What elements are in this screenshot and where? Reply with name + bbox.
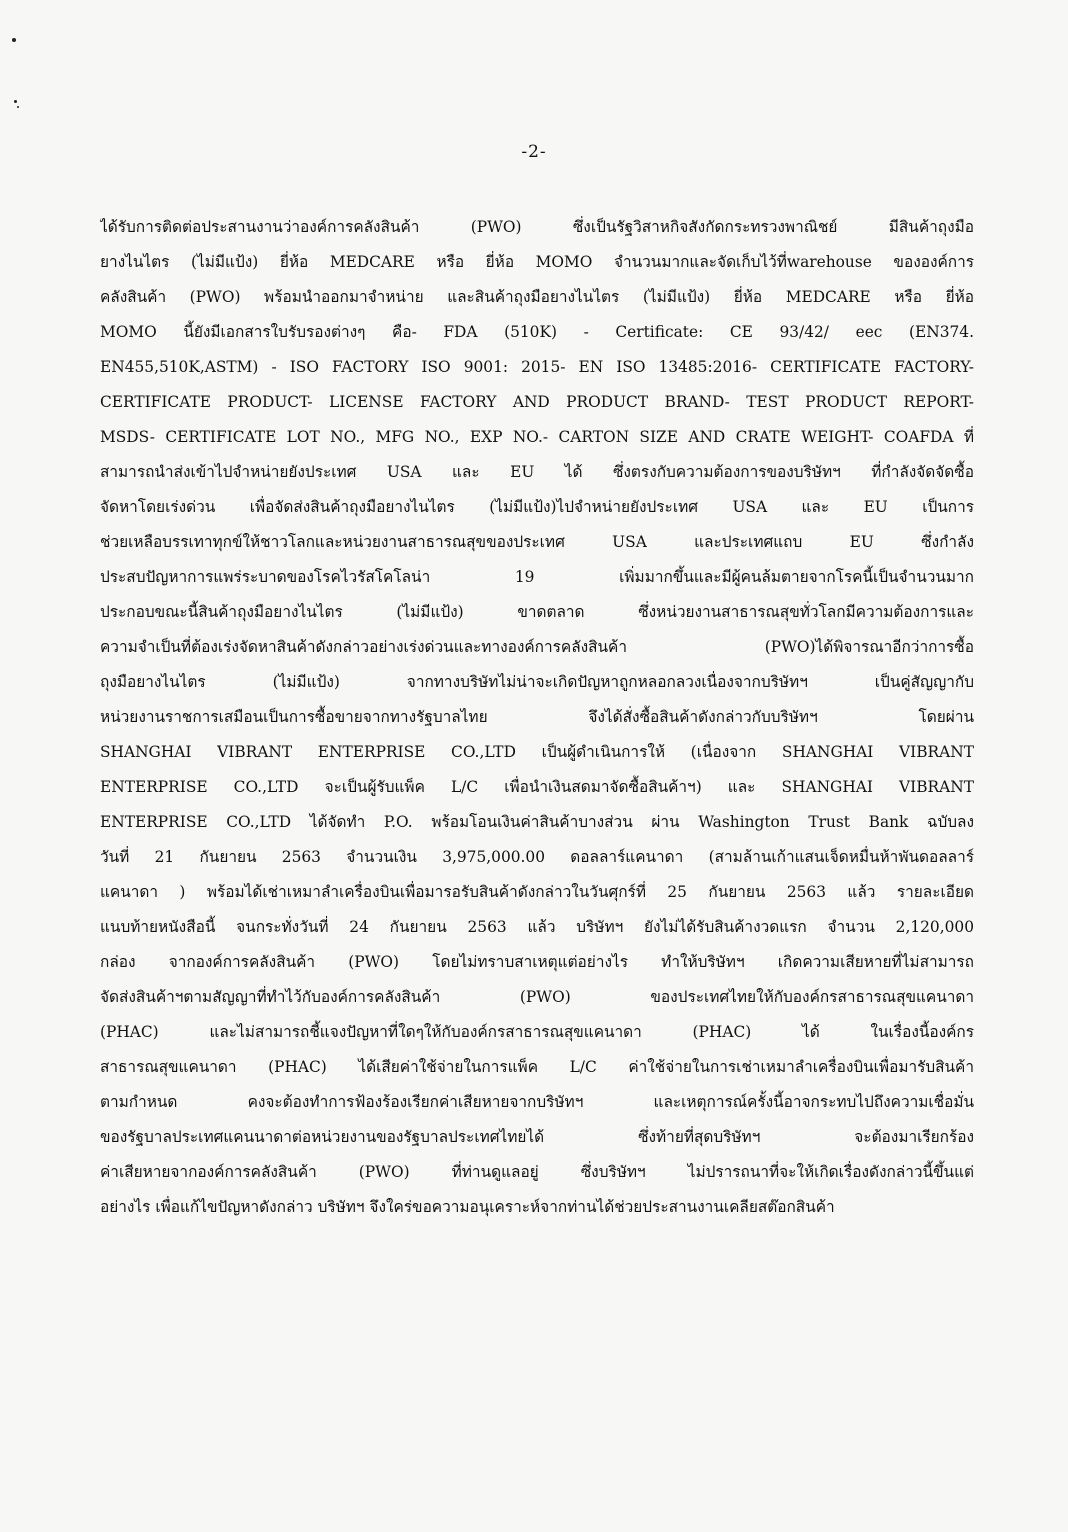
paragraph-line: ช่วยเหลือบรรเทาทุกข์ให้ชาวโลกและหน่วยงานสาธารณสุขของประเทศ USA และประเทศแถบ EU ซึ่งกำลัง	[100, 533, 974, 551]
paragraph-line: ประสบปัญหาการแพร่ระบาดของโรคไวรัสโคโลน่า 19 เพิ่มมากขึ้นและมีผู้คนล้มตายจากโรคนี้เป็นจำนวนมาก	[100, 568, 974, 586]
paragraph-line: MOMO นี้ยังมีเอกสารใบรับรองต่างๆ คือ- FDA (510K) - Certificate: CE 93/42/ eec (EN374.	[100, 323, 974, 341]
paragraph-line: MSDS- CERTIFICATE LOT NO., MFG NO., EXP NO.- CARTON SIZE AND CRATE WEIGHT- COAFDA ที่	[100, 428, 974, 446]
paragraph-line: อย่างไร เพื่อแก้ไขปัญหาดังกล่าว บริษัทฯ จึงใคร่ขอความอนุเคราะห์จากท่านได้ช่วยประสานงานเคลียสต๊อกสินค้า	[100, 1198, 835, 1216]
paragraph-line: ค่าเสียหายจากองค์การคลังสินค้า (PWO) ที่ท่านดูแลอยู่ ซึ่งบริษัทฯ ไม่ปรารถนาที่จะให้เกิดเรื่องดังกล่าวนี้ขึ้นแต่	[100, 1163, 974, 1181]
paragraph-line: คลังสินค้า (PWO) พร้อมนำออกมาจำหน่าย และสินค้าถุงมือยางไนไตร (ไม่มีแป้ง) ยี่ห้อ MEDCARE หรือ ยี่ห้อ	[100, 288, 974, 306]
scan-speck	[17, 106, 19, 108]
paragraph-line: สาธารณสุขแคนาดา (PHAC) ได้เสียค่าใช้จ่ายในการแพ็ค L/C ค่าใช้จ่ายในการเช่าเหมาลำเครื่องบินเพื่อมารับสินค้า	[100, 1058, 974, 1076]
paragraph-line: จัดส่งสินค้าฯตามสัญญาที่ทำไว้กับองค์การคลังสินค้า (PWO) ของประเทศไทยให้กับองค์กรสาธารณสุขแคนาดา	[100, 988, 974, 1006]
paragraph-line: กล่อง จากองค์การคลังสินค้า (PWO) โดยไม่ทราบสาเหตุแต่อย่างไร ทำให้บริษัทฯ เกิดความเสียหายที่ไม่สามารถ	[100, 953, 974, 971]
paragraph-line: ถุงมือยางไนไตร (ไม่มีแป้ง) จากทางบริษัทไม่น่าจะเกิดปัญหาถูกหลอกลวงเนื่องจากบริษัทฯ เป็นคู่สัญญากับ	[100, 673, 974, 691]
paragraph-line: SHANGHAI VIBRANT ENTERPRISE CO.,LTD เป็นผู้ดำเนินการให้ (เนื่องจาก SHANGHAI VIBRANT	[100, 743, 974, 761]
paragraph-line: ของรัฐบาลประเทศแคนนาดาต่อหน่วยงานของรัฐบาลประเทศไทยได้ ซึ่งท้ายที่สุดบริษัทฯ จะต้องมาเรียกร้อง	[100, 1128, 974, 1146]
paragraph-line: จัดหาโดยเร่งด่วน เพื่อจัดส่งสินค้าถุงมือยางไนไตร (ไม่มีแป้ง)ไปจำหน่ายยังประเทศ USA และ EU เป็นการ	[100, 498, 974, 516]
paragraph-line: EN455,510K,ASTM) - ISO FACTORY ISO 9001: 2015- EN ISO 13485:2016- CERTIFICATE FACTORY-	[100, 358, 974, 376]
paragraph-line: ยางไนไตร (ไม่มีแป้ง) ยี่ห้อ MEDCARE หรือ ยี่ห้อ MOMO จำนวนมากและจัดเก็บไว้ที่warehouse ขององค์การ	[100, 253, 974, 271]
body-paragraph	[100, 210, 974, 1225]
paragraph-line: วันที่ 21 กันยายน 2563 จำนวนเงิน 3,975,000.00 ดอลลาร์แคนาดา (สามล้านเก้าแสนเจ็ดหมื่นห้าพันดอลลาร์	[100, 848, 974, 866]
paragraph-line: แคนาดา ) พร้อมได้เช่าเหมาลำเครื่องบินเพื่อมารอรับสินค้าดังกล่าวในวันศุกร์ที่ 25 กันยายน 2563 แล้ว รายละเอียด	[100, 883, 974, 901]
paragraph-line: หน่วยงานราชการเสมือนเป็นการซื้อขายจากทางรัฐบาลไทย จึงได้สั่งซื้อสินค้าดังกล่าวกับบริษัทฯ โดยผ่าน	[100, 708, 974, 726]
paragraph-line: ประกอบขณะนี้สินค้าถุงมือยางไนไตร (ไม่มีแป้ง) ขาดตลาด ซึ่งหน่วยงานสาธารณสุขทั่วโลกมีความต้องการและ	[100, 603, 974, 621]
paragraph-line: สามารถนำส่งเข้าไปจำหน่ายยังประเทศ USA และ EU ได้ ซึ่งตรงกับความต้องการของบริษัทฯ ที่กำลังจัดจัดซื้อ	[100, 463, 974, 481]
scan-speck	[12, 38, 16, 42]
paragraph-line: ENTERPRISE CO.,LTD จะเป็นผู้รับแพ็ค L/C เพื่อนำเงินสดมาจัดซื้อสินค้าฯ) และ SHANGHAI VIBRANT	[100, 778, 974, 796]
paragraph-line: แนบท้ายหนังสือนี้ จนกระทั่งวันที่ 24 กันยายน 2563 แล้ว บริษัทฯ ยังไม่ได้รับสินค้างวดแรก จำนวน 2,120,000	[100, 918, 974, 936]
page-number: -2-	[521, 142, 547, 162]
paragraph-line: (PHAC) และไม่สามารถชี้แจงปัญหาที่ใดๆให้กับองค์กรสาธารณสุขแคนาดา (PHAC) ได้ ในเรื่องนี้องค์กร	[100, 1023, 974, 1041]
paragraph-line: ENTERPRISE CO.,LTD ได้จัดทำ P.O. พร้อมโอนเงินค่าสินค้าบางส่วน ผ่าน Washington Trust Bank ฉบับลง	[100, 813, 974, 831]
paragraph-line: ตามกำหนด คงจะต้องทำการฟ้องร้องเรียกค่าเสียหายจากบริษัทฯ และเหตุการณ์ครั้งนี้อาจกระทบไปถึงความเชื่อมั่น	[100, 1093, 974, 1111]
paragraph-line: CERTIFICATE PRODUCT- LICENSE FACTORY AND PRODUCT BRAND- TEST PRODUCT REPORT-	[100, 393, 974, 411]
paragraph-line: ความจำเป็นที่ต้องเร่งจัดหาสินค้าดังกล่าวอย่างเร่งด่วนและทางองค์การคลังสินค้า (PWO)ได้พิจารณาอีกว่าการซื้อ	[100, 638, 974, 656]
paragraph-line: ได้รับการติดต่อประสานงานว่าองค์การคลังสินค้า (PWO) ซึ่งเป็นรัฐวิสาหกิจสังกัดกระทรวงพาณิชย์ มีสินค้าถุงมือ	[100, 218, 974, 236]
scan-speck	[14, 100, 17, 103]
